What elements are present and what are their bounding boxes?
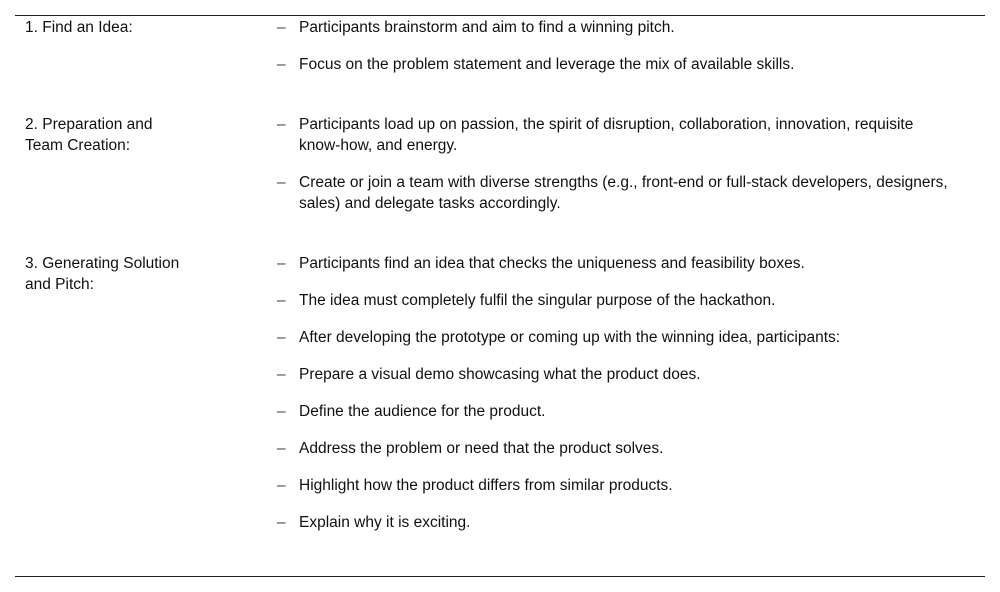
bullet-list [277, 17, 957, 91]
bullet-list [277, 114, 957, 230]
dash-marker: – [277, 366, 286, 383]
list-item-text: Participants load up on passion, the spirit of disruption, collaboration, innovation, requisite know-how, and energy. [299, 116, 914, 154]
section-heading: 2. Preparation and Team Creation: [25, 116, 153, 154]
top-rule [15, 15, 985, 16]
dash-marker: – [277, 514, 286, 531]
list-item [277, 290, 957, 311]
dash-marker: – [277, 19, 286, 36]
dash-marker: – [277, 255, 286, 272]
list-item-text: Address the problem or need that the product solves. [299, 440, 664, 457]
list-item-text: After developing the prototype or coming up with the winning idea, participants: [299, 329, 841, 346]
list-item [277, 172, 957, 214]
list-item [277, 438, 957, 459]
dash-marker: – [277, 292, 286, 309]
list-item-text: Create or join a team with diverse strengths (e.g., front-end or full-stack developers, designers, sales) and delegate tasks accordingly. [299, 174, 948, 212]
list-item [277, 54, 957, 75]
list-item-text: Participants find an idea that checks the uniqueness and feasibility boxes. [299, 255, 805, 272]
list-item [277, 114, 957, 156]
list-item [277, 253, 957, 274]
section-heading: 1. Find an Idea: [25, 19, 133, 36]
list-item [277, 17, 957, 38]
list-item-text: The idea must completely fulfil the singular purpose of the hackathon. [299, 292, 776, 309]
bottom-rule [15, 576, 985, 577]
dash-marker: – [277, 440, 286, 457]
list-item [277, 327, 957, 348]
list-item [277, 475, 957, 496]
section-heading: 3. Generating Solution and Pitch: [25, 255, 180, 293]
list-item-text: Explain why it is exciting. [299, 514, 471, 531]
dash-marker: – [277, 329, 286, 346]
dash-marker: – [277, 174, 286, 191]
dash-marker: – [277, 477, 286, 494]
list-item-text: Prepare a visual demo showcasing what the product does. [299, 366, 701, 383]
list-item [277, 364, 957, 385]
bullet-list [277, 253, 957, 549]
dash-marker: – [277, 116, 286, 133]
list-item-text: Focus on the problem statement and leverage the mix of available skills. [299, 56, 795, 73]
list-item [277, 401, 957, 422]
list-item [277, 512, 957, 533]
list-item-text: Participants brainstorm and aim to find a winning pitch. [299, 19, 675, 36]
dash-marker: – [277, 56, 286, 73]
dash-marker: – [277, 403, 286, 420]
list-item-text: Define the audience for the product. [299, 403, 546, 420]
list-item-text: Highlight how the product differs from similar products. [299, 477, 673, 494]
